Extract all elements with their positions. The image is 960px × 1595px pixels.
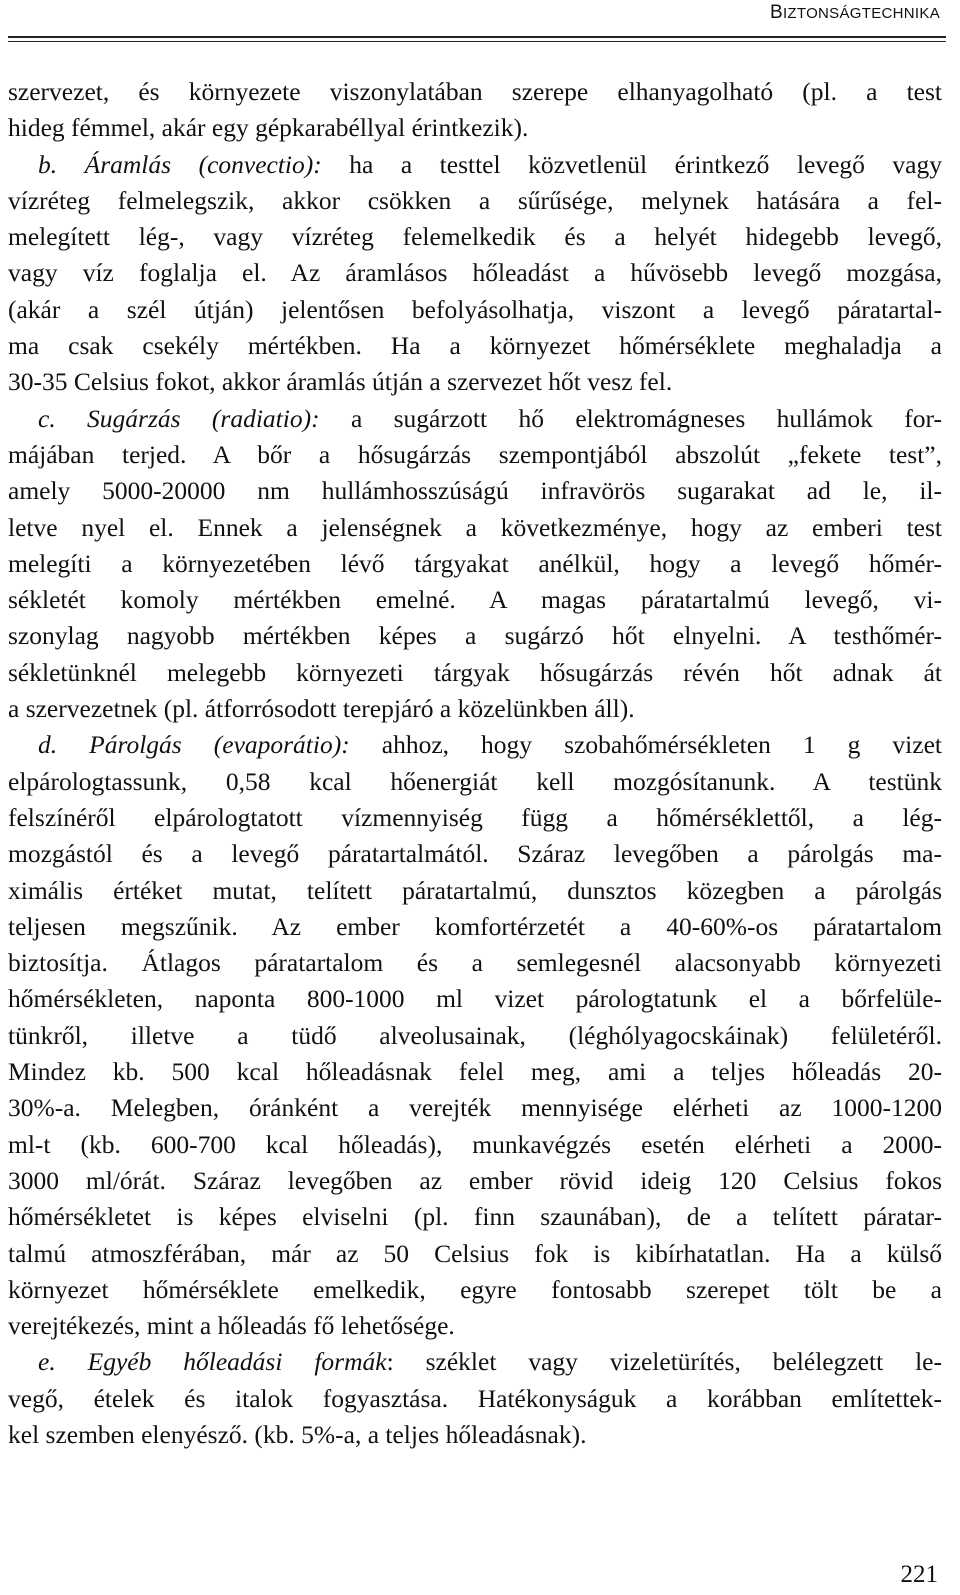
line-text: 30%-a. Melegben, óránként a verejték mennyisége elérheti az 1000-1200 [8,1093,942,1123]
line-text: vagy víz foglalja el. Az áramlásos hőleadást a hűvösebb levegő mozgása, [8,258,942,288]
line-text: biztosítja. Átlagos páratartalom és a semlegesnél alacsonyabb környezeti [8,948,942,978]
section-label: d. Párolgás (evaporátio): [38,730,350,760]
line-text: hőmérsékletet is képes elviselni (pl. finn szaunában), de a telített páratar- [8,1202,942,1232]
line-text: verejtékezés, mint a hőleadás fő lehetősége. [8,1311,455,1341]
line-text: tünkről, illetve a tüdő alveolusainak, (léghólyagocskáinak) felületéről. [8,1020,942,1050]
text-line [8,1018,942,1054]
line-text: amely 5000-20000 nm hullámhosszúságú infravörös sugarakat ad le, il- [8,476,942,506]
line-text: felszínéről elpárologtatott vízmennyiség függ a hőmérséklettől, a lég- [8,802,942,832]
line-text: Mindez kb. 500 kcal hőleadásnak felel meg, ami a teljes hőleadás 20- [8,1057,942,1087]
text-line [8,1381,942,1417]
line-text: ma csak csekély mértékben. Ha a környezet hőmérséklete meghaladja a [8,331,942,361]
line-text: melegített lég-, vagy vízréteg felemelkedik és a helyét hidegebb levegő, [8,222,942,252]
text-line [8,183,942,219]
text-line [8,546,942,582]
line-text: ha a testtel közvetlenül érintkező levegő vagy [321,149,942,179]
text-line [8,909,942,945]
text-line [8,328,942,364]
text-line [8,510,942,546]
line-text: (akár a szél útján) jelentősen befolyásolhatja, viszont a levegő páratartal- [8,294,942,324]
section-label: b. Áramlás (convectio): [38,149,322,179]
text-line [8,836,942,872]
text-line [8,1163,942,1199]
line-text: szonylag nagyobb mértékben képes a sugárzó hőt elnyelni. A testhőmér- [8,621,942,651]
text-line [8,873,942,909]
line-text: 30-35 Celsius fokot, akkor áramlás útján a szervezet hőt vesz fel. [8,367,673,397]
text-line [8,1090,942,1126]
text-line [8,945,942,981]
line-text: talmú atmoszférában, már az 50 Celsius fok is kibírhatatlan. Ha a külső [8,1238,942,1268]
line-text: : széklet vagy vizeletürítés, belélegzett le- [386,1347,942,1377]
line-text: elpárologtassunk, 0,58 kcal hőenergiát kell mozgósítanunk. A testünk [8,766,942,796]
text-line [8,582,942,618]
running-header [770,2,940,24]
text-line [8,437,942,473]
text-line [8,147,942,183]
text-line [8,1236,942,1272]
line-text: szervezet, és környezete viszonylatában szerepe elhanyagolható (pl. a test [8,77,942,106]
text-line [8,401,942,437]
text-line [8,473,942,509]
line-text: melegíti a környezetében lévő tárgyakat anélkül, hogy a levegő hőmér- [8,548,942,578]
text-line [8,618,942,654]
line-text: kel szemben elenyésző. (kb. 5%-a, a teljes hőleadásnak). [8,1419,587,1449]
text-line [8,1417,942,1453]
body-text [8,74,942,1453]
line-text: sékletünknél melegebb környezeti tárgyak hősugárzás révén hőt adnak át [8,657,942,687]
line-text: 3000 ml/órát. Száraz levegőben az ember rövid ideig 120 Celsius fokos [8,1165,942,1195]
line-text: ahhoz, hogy szobahőmérsékleten 1 g vizet [349,730,942,760]
line-text: vegő, ételek és italok fogyasztása. Hatékonyságuk a korábban említettek- [8,1383,942,1413]
line-text: letve nyel el. Ennek a jelenségnek a következménye, hogy az emberi test [8,512,942,542]
header-rule-thick [8,36,946,38]
text-line [8,219,942,255]
section-label: e. Egyéb hőleadási formák [38,1347,387,1377]
text-line [8,764,942,800]
text-line [8,1344,942,1380]
text-line [8,800,942,836]
line-text: környezet hőmérséklete emelkedik, egyre fontosabb szerepet tölt be a [8,1274,942,1304]
line-text: ml-t (kb. 600-700 kcal hőleadás), munkavégzés esetén elérheti a 2000- [8,1129,942,1159]
text-line [8,1127,942,1163]
line-text: hőmérsékleten, naponta 800-1000 ml vizet párologtatunk el a bőrfelülе- [8,984,942,1014]
line-text: a szervezetnek (pl. átforrósodott terepjáró a közelünkben áll). [8,694,635,724]
line-text: vízréteg felmelegszik, akkor csökken a sűrűsége, melynek hatására a fel- [8,185,942,215]
line-text: ximális értéket mutat, telített páratartalmú, dunsztos közegben a párolgás [8,875,942,905]
section-label: c. Sugárzás (radiatio): [38,403,320,433]
page-number: 221 [900,1561,938,1588]
text-line [8,655,942,691]
text-line [8,1054,942,1090]
text-line [8,1272,942,1308]
line-text: a sugárzott hő elektromágneses hullámok for- [319,403,942,433]
text-line [8,727,942,763]
text-line [8,1199,942,1235]
text-line [8,110,942,146]
text-line [8,74,942,110]
text-line [8,691,942,727]
line-text: teljesen megszűnik. Az ember komfortérzetét a 40-60%-os páratartalom [8,911,942,941]
line-text: sékletét komoly mértékben emelné. A magas páratartalmú levegő, vi- [8,585,942,615]
text-line [8,364,942,400]
line-text: hideg fémmel, akár egy gépkarabéllyal érintkezik). [8,113,529,143]
text-line [8,292,942,328]
text-line [8,1308,942,1344]
line-text: mozgástól és a levegő páratartalmától. Száraz levegőben a párolgás ma- [8,839,942,869]
line-text: májában terjed. A bőr a hősugárzás szempontjából abszolút „fekete test”, [8,439,942,469]
header-initial: B [769,2,783,23]
header-rule-thin [8,41,946,42]
text-line [8,981,942,1017]
header-rest: IZTONSÁGTECHNIKA [782,5,940,22]
text-line [8,255,942,291]
